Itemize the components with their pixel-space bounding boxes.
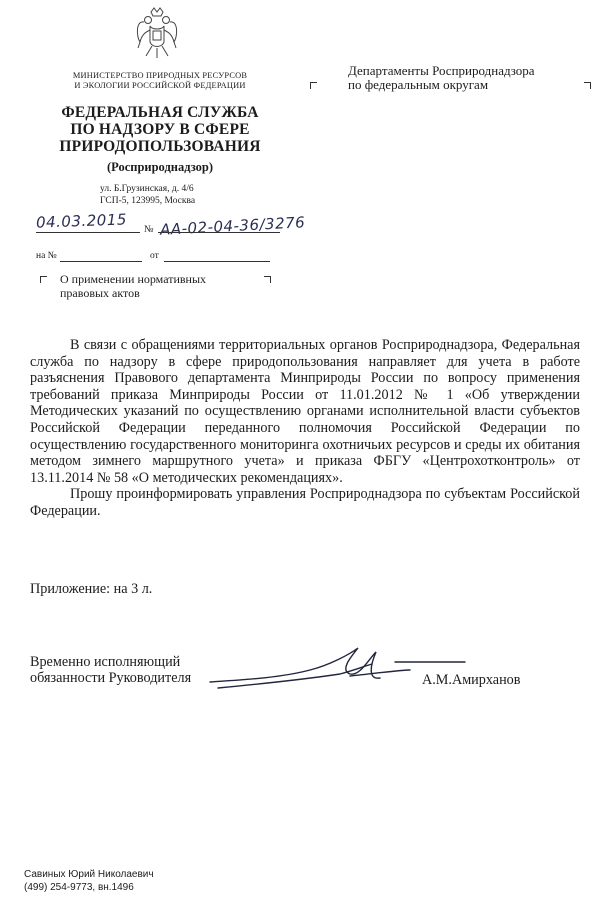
address-line: ул. Б.Грузинская, д. 4/6 <box>100 184 194 194</box>
executor-phone: (499) 254-9773, вн.1496 <box>24 882 134 893</box>
coat-of-arms-icon <box>134 6 180 62</box>
ministry-name <box>40 71 280 91</box>
reply-number-underline <box>60 261 142 262</box>
letter-body <box>30 337 580 520</box>
subject-corner-right <box>264 276 271 283</box>
recipient-line: Департаменты Росприроднадзора <box>348 63 535 78</box>
ministry-line: И ЭКОЛОГИИ РОССИЙСКОЙ ФЕДЕРАЦИИ <box>74 81 246 90</box>
subject-corner-left <box>40 276 47 283</box>
service-line: ФЕДЕРАЛЬНАЯ СЛУЖБА <box>61 104 259 121</box>
reply-date-label: от <box>150 251 159 261</box>
executor-name: Савиных Юрий Николаевич <box>24 869 154 880</box>
reply-number-label: на № <box>36 251 57 261</box>
body-paragraph: Прошу проинформировать управления Росприроднадзора по субъектам Российской Федерации. <box>30 486 580 519</box>
number-label: № <box>144 224 154 235</box>
recipient-corner-left <box>310 82 317 89</box>
subject <box>60 272 260 300</box>
service-abbreviation: (Росприроднадзор) <box>106 160 214 174</box>
document-number: АА-02-04-36/3276 <box>159 213 306 239</box>
executor-info <box>24 868 154 894</box>
subject-line: О применении нормативных <box>60 272 207 286</box>
signatory-name: А.М.Амирханов <box>422 672 521 688</box>
recipient <box>348 64 588 92</box>
reply-date-underline <box>164 261 270 262</box>
ministry-line: МИНИСТЕРСТВО ПРИРОДНЫХ РЕСУРСОВ <box>72 71 248 80</box>
address-line: ГСП-5, 123995, Москва <box>100 196 196 206</box>
address <box>100 183 260 207</box>
body-paragraph: В связи с обращениями территориальных органов Росприроднадзора, Федеральная служба по надзору в сфере природопользования направляет для учета в работе разъяснения Правового департамента Минприроды России по вопросу применения требований приказа Минприроды России от 11.01.2012 № 1 «Об утверждении Методических указаний по осуществлению органами исполнительной власти субъектов Российской Федерации переданного полномочия Российской Федерации по осуществлению государственного мониторинга охотничьих ресурсов и среды их обитания методом зимнего маршрутного учета» и приказа ФБГУ «Центрохотконтроль» от 13.11.2014 № 58 «О методических рекомендациях». <box>30 337 580 486</box>
signatory-role-line: обязанности Руководителя <box>30 670 192 686</box>
date-underline <box>36 232 140 233</box>
service-line: ПРИРОДОПОЛЬЗОВАНИЯ <box>59 138 261 155</box>
attachment-note: Приложение: на 3 л. <box>30 581 153 597</box>
document-date: 04.03.2015 <box>35 210 128 232</box>
number-underline <box>158 232 280 233</box>
service-name <box>40 104 280 155</box>
service-line: ПО НАДЗОРУ В СФЕРЕ <box>70 121 250 138</box>
subject-line: правовых актов <box>60 286 140 300</box>
signatory-role-line: Временно исполняющий <box>30 654 181 670</box>
handwritten-signature-icon <box>200 640 470 700</box>
recipient-line: по федеральным округам <box>348 77 489 92</box>
